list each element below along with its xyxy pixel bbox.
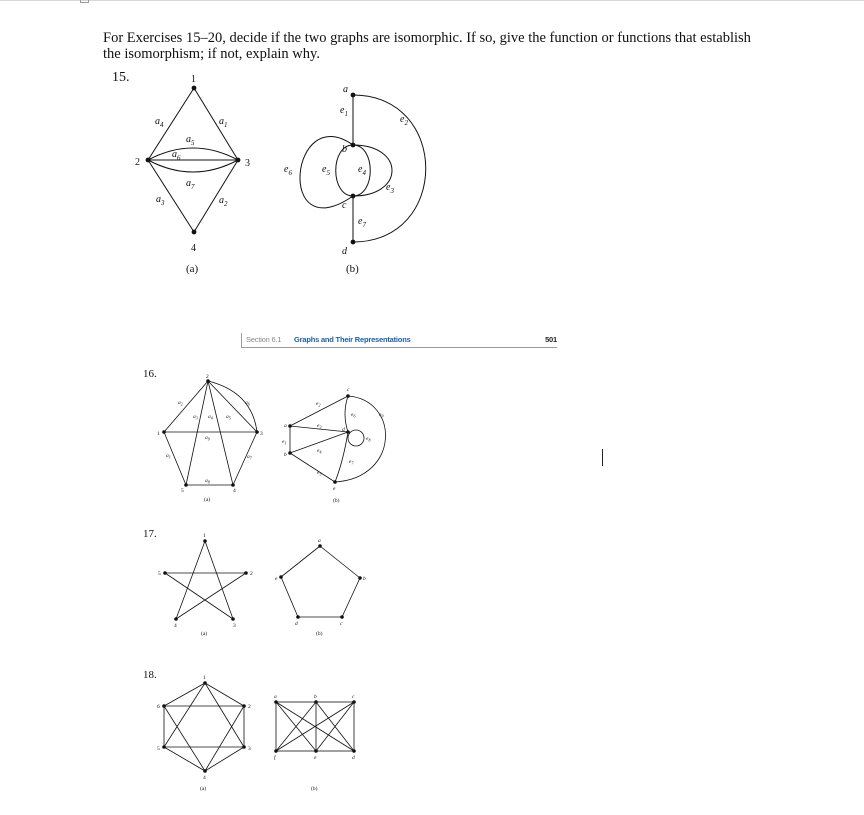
edge-16b-e3-label: $e_3$	[317, 423, 322, 430]
edge-18a-1-2	[205, 683, 244, 706]
edge-e6-label: $e_6$	[284, 164, 292, 177]
exercise-15-caption-a: (a)	[186, 263, 199, 275]
edge-18a-6-1	[164, 683, 205, 706]
exercise-16-caption-b: (b)	[333, 498, 340, 504]
edge-16a-a8-label: $a_8$	[205, 478, 210, 485]
exercise-18-number: 18.	[143, 669, 157, 681]
vertex-4-label: 4	[191, 243, 196, 254]
vertex-17a-1-label: 1	[203, 533, 206, 539]
vertex-17b-d-label: d	[295, 621, 298, 627]
vertex-18a-5	[162, 745, 166, 749]
vertex-16a-1-label: 1	[157, 431, 160, 437]
edge-a6-label: $a_6$	[172, 149, 181, 162]
edge-a1-label: $a_1$	[219, 116, 228, 129]
vertex-b-label: b	[342, 144, 347, 155]
edge-18a-5-1	[164, 683, 205, 747]
exercise-18-caption-b: (b)	[311, 786, 318, 792]
vertex-16a-2-label: 2	[206, 374, 209, 380]
vertex-17a-3-label: 3	[233, 623, 236, 629]
exercise-15-caption-b: (b)	[346, 263, 359, 275]
exercise-17-caption-b: (b)	[316, 631, 323, 637]
vertex-18b-d-label: d	[352, 755, 355, 761]
edge-18a-4-6	[164, 706, 205, 771]
vertex-18b-f-label: f	[274, 755, 276, 761]
vertex-18b-b	[314, 700, 318, 704]
instructions-line-1: For Exercises 15–20, decide if the two graphs are isomorphic. If so, give the function or functions that establish	[103, 30, 751, 46]
vertex-17b-b-label: b	[363, 576, 366, 582]
exercise-17-number: 17.	[143, 528, 157, 540]
vertex-2-label: 2	[135, 157, 140, 168]
edge-16a-a9-label: $a_9$	[205, 435, 210, 442]
vertex-18b-d	[352, 749, 356, 753]
vertex-a-label: a	[343, 84, 348, 95]
edge-a7-label: $a_7$	[186, 178, 195, 191]
exercise-15-number: 15.	[112, 70, 130, 85]
vertex-18a-5-label: 5	[157, 746, 160, 752]
vertex-17a-4-label: 4	[174, 623, 177, 629]
vertex-3-label: 3	[245, 158, 250, 169]
text-cursor	[602, 449, 603, 466]
vertex-16a-5-label: 5	[181, 488, 184, 494]
edge-e3-label: $e_3$	[386, 182, 394, 195]
vertex-17a-2-label: 2	[250, 571, 253, 577]
vertex-17a-5-label: 5	[158, 571, 161, 577]
vertex-18b-c	[352, 700, 356, 704]
vertex-18a-6	[162, 704, 166, 708]
edge-16b-e8-label: $e_8$	[366, 436, 371, 443]
vertex-18b-c-label: c	[352, 694, 355, 700]
edge-16b-e7-label: $e_7$	[349, 459, 354, 466]
vertex-18b-e	[314, 749, 318, 753]
edge-e4-label: $e_4$	[358, 164, 366, 177]
header-title: Graphs and Their Representations	[294, 335, 411, 344]
vertex-18a-6-label: 6	[157, 704, 160, 710]
vertex-18a-2	[242, 704, 246, 708]
edge-16b-e9-label: $e_9$	[379, 412, 384, 419]
vertex-18b-f	[274, 749, 278, 753]
edge-16b-e2-label: $e_2$	[316, 401, 321, 408]
vertex-16b-c-label: c	[347, 387, 350, 393]
exercise-16-caption-a: (a)	[204, 497, 211, 503]
vertex-d-label: d	[342, 246, 347, 257]
edge-16a-a6-label: $a_6$	[245, 400, 250, 407]
vertex-18a-3-label: 3	[248, 746, 251, 752]
edge-16b-e1-label: $e_1$	[282, 439, 287, 446]
vertex-18a-1-label: 1	[203, 675, 206, 681]
vertex-16a-3-label: 3	[260, 431, 263, 437]
header-section: Section 6.1	[246, 335, 282, 344]
vertex-18a-3	[242, 745, 246, 749]
edge-16b-e4-label: $e_4$	[317, 448, 322, 455]
edge-e7-label: $e_7$	[358, 216, 366, 229]
vertex-18b-a-label: a	[274, 694, 277, 700]
vertex-18a-2-label: 2	[248, 704, 251, 710]
edge-18a-3-4	[205, 747, 244, 771]
edge-16a-a3-label: $a_3$	[193, 414, 198, 421]
vertex-18a-4-label: 4	[203, 775, 206, 781]
vertex-c-label: c	[342, 200, 347, 211]
edge-a4-label: $a_4$	[155, 116, 164, 129]
vertex-16b-a-label: a	[284, 423, 287, 429]
vertex-16b-b-label: b	[284, 452, 287, 458]
vertex-18b-e-label: e	[314, 755, 317, 761]
edge-16a-a2-label: $a_2$	[178, 400, 183, 407]
edge-a5-label: $a_5$	[186, 134, 195, 147]
header-page-number: 501	[545, 335, 557, 344]
edge-18a-4-5	[164, 747, 205, 771]
edge-16a-a4-label: $a_4$	[208, 414, 213, 421]
vertex-18b-b-label: b	[314, 694, 317, 700]
vertex-18b-a	[274, 700, 278, 704]
vertex-17b-e-label: e	[275, 576, 278, 582]
vertex-17b-a-label: a	[318, 538, 321, 544]
edge-16a-a5-label: $a_5$	[226, 414, 231, 421]
edge-16b-e6-label: $e_6$	[351, 412, 356, 419]
edge-a2-label: $a_2$	[219, 195, 228, 208]
edge-16a-a1-label: $a_1$	[166, 453, 171, 460]
exercise-18-caption-a: (a)	[200, 786, 207, 792]
edge-16b-e5-label: $e_5$	[317, 470, 322, 477]
exercise-17-caption-a: (a)	[201, 631, 208, 637]
vertex-18a-4	[203, 769, 207, 773]
instructions-line-2: the isomorphism; if not, explain why.	[103, 46, 320, 62]
edge-a3-label: $a_3$	[156, 194, 165, 207]
edge-e5-label: $e_5$	[322, 164, 330, 177]
vertex-1-label: 1	[191, 74, 196, 85]
exercise-16-number: 16.	[143, 368, 157, 380]
vertex-16b-d-label: d	[342, 427, 345, 433]
edge-e1-label: $e_1$	[340, 105, 348, 118]
edge-e2-label: $e_2$	[400, 114, 408, 127]
vertex-16a-4-label: 4	[233, 488, 236, 494]
vertex-16b-e-label: e	[333, 486, 336, 492]
vertex-17b-c-label: c	[340, 621, 343, 627]
vertex-18a-1	[203, 681, 207, 685]
edge-16a-a7-label: $a_7$	[247, 454, 252, 461]
